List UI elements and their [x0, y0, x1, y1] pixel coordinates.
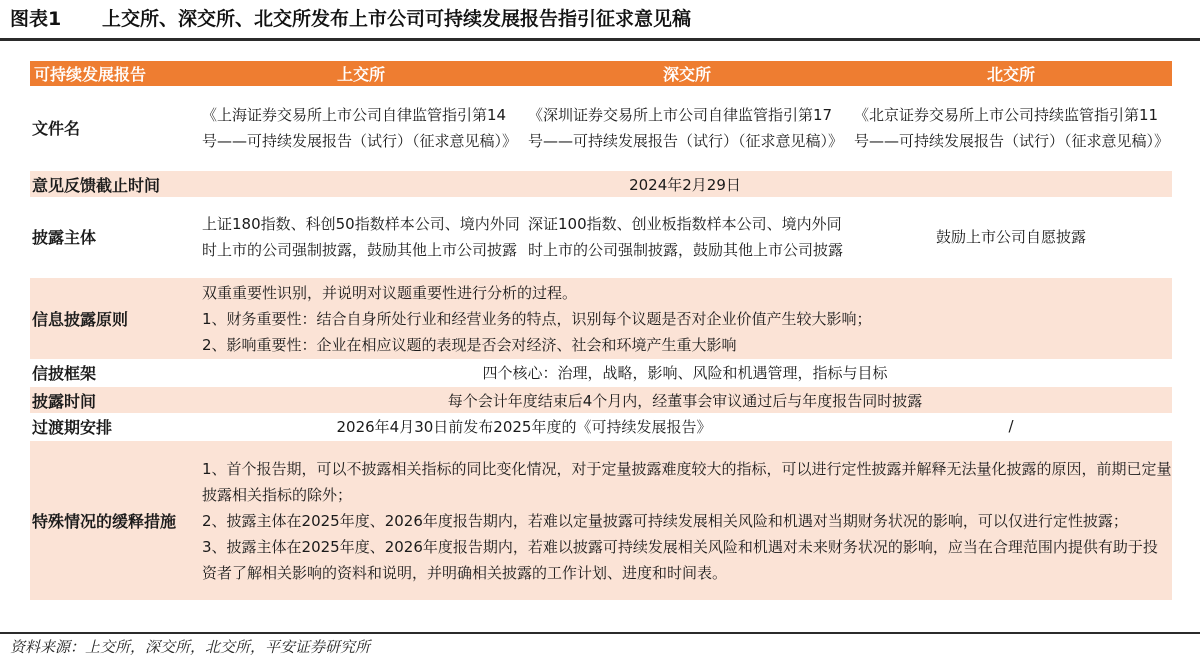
row-transition — [30, 413, 1172, 440]
row-label: 信息披露原则 — [30, 277, 198, 359]
header-cell-bse: 北交所 — [850, 61, 1172, 86]
cell-sse-file: 《上海证券交易所上市公司自律监管指引第14号——可持续发展报告（试行）（征求意见稿）》 — [198, 86, 524, 170]
cell-bse-file: 《北京证券交易所上市公司持续监管指引第11号——可持续发展报告（试行）（征求意见稿）》 — [850, 86, 1172, 170]
header-cell-sse: 上交所 — [198, 61, 524, 86]
cell-bse-subject: 鼓励上市公司自愿披露 — [850, 197, 1172, 277]
figure-title — [0, 0, 1200, 38]
cell-transition: 2026年4月30日前发布2025年度的《可持续发展报告》 — [198, 413, 850, 440]
header-cell-szse: 深交所 — [524, 61, 850, 86]
row-label: 过渡期安排 — [30, 413, 198, 440]
principle-line: 双重重要性识别，并说明对议题重要性进行分析的过程。 — [202, 283, 578, 302]
row-disclosure-principle — [30, 277, 1172, 359]
relief-line: 3、披露主体在2025年度、2026年度报告期内，若难以披露可持续发展相关风险和机遇对未来财务状况的影响，应当在合理范围内提供有助于投资者了解相关影响的资料和说明，并明确相关披露的工作计划、进度和时间表。 — [202, 537, 1158, 582]
cell-deadline: 2024年2月29日 — [198, 170, 1172, 197]
row-framework — [30, 359, 1172, 386]
row-disclosure-subject — [30, 197, 1172, 277]
row-label: 披露时间 — [30, 386, 198, 413]
principle-line: 1、财务重要性：结合自身所处行业和经营业务的特点，识别每个议题是否对企业价值产生较大影响； — [202, 309, 872, 328]
cell-szse-file: 《深圳证券交易所上市公司自律监管指引第17号——可持续发展报告（试行）（征求意见稿）》 — [524, 86, 850, 170]
cell-szse-subject: 深证100指数、创业板指数样本公司、境内外同时上市的公司强制披露，鼓励其他上市公司披露 — [524, 197, 850, 277]
relief-line: 2、披露主体在2025年度、2026年度报告期内，若难以定量披露可持续发展相关风险和机遇对当期财务状况的影响，可以仅进行定性披露； — [202, 511, 1128, 530]
relief-line: 1、首个报告期，可以不披露相关指标的同比变化情况，对于定量披露难度较大的指标，可以进行定性披露并解释无法量化披露的原因，前期已定量披露相关指标的除外； — [202, 459, 1172, 504]
row-label: 意见反馈截止时间 — [30, 170, 198, 197]
header-row — [30, 61, 1172, 86]
row-label: 信披框架 — [30, 359, 198, 386]
row-file-name — [30, 86, 1172, 170]
cell-sse-subject: 上证180指数、科创50指数样本公司、境内外同时上市的公司强制披露，鼓励其他上市公司披露 — [198, 197, 524, 277]
source-note: 资料来源：上交所，深交所，北交所，平安证券研究所 — [10, 638, 371, 656]
figure-number: 图表1 — [10, 8, 62, 30]
cell-disclosure-time: 每个会计年度结束后4个月内，经董事会审议通过后与年度报告同时披露 — [198, 386, 1172, 413]
row-label: 文件名 — [30, 86, 198, 170]
row-label: 披露主体 — [30, 197, 198, 277]
cell-relief — [198, 440, 1172, 600]
row-disclosure-time — [30, 386, 1172, 413]
row-label: 特殊情况的缓释措施 — [30, 440, 198, 600]
cell-principle — [198, 277, 1172, 359]
row-deadline — [30, 170, 1172, 197]
header-cell-topic: 可持续发展报告 — [30, 61, 198, 86]
comparison-table — [30, 61, 1172, 600]
bottom-rule — [0, 632, 1200, 634]
top-rule — [0, 38, 1200, 41]
cell-bse-transition: / — [850, 413, 1172, 440]
figure-title-text: 上交所、深交所、北交所发布上市公司可持续发展报告指引征求意见稿 — [102, 8, 692, 30]
principle-line: 2、影响重要性：企业在相应议题的表现是否会对经济、社会和环境产生重大影响 — [202, 335, 737, 354]
cell-framework: 四个核心：治理，战略，影响、风险和机遇管理，指标与目标 — [198, 359, 1172, 386]
row-relief-measures — [30, 440, 1172, 600]
